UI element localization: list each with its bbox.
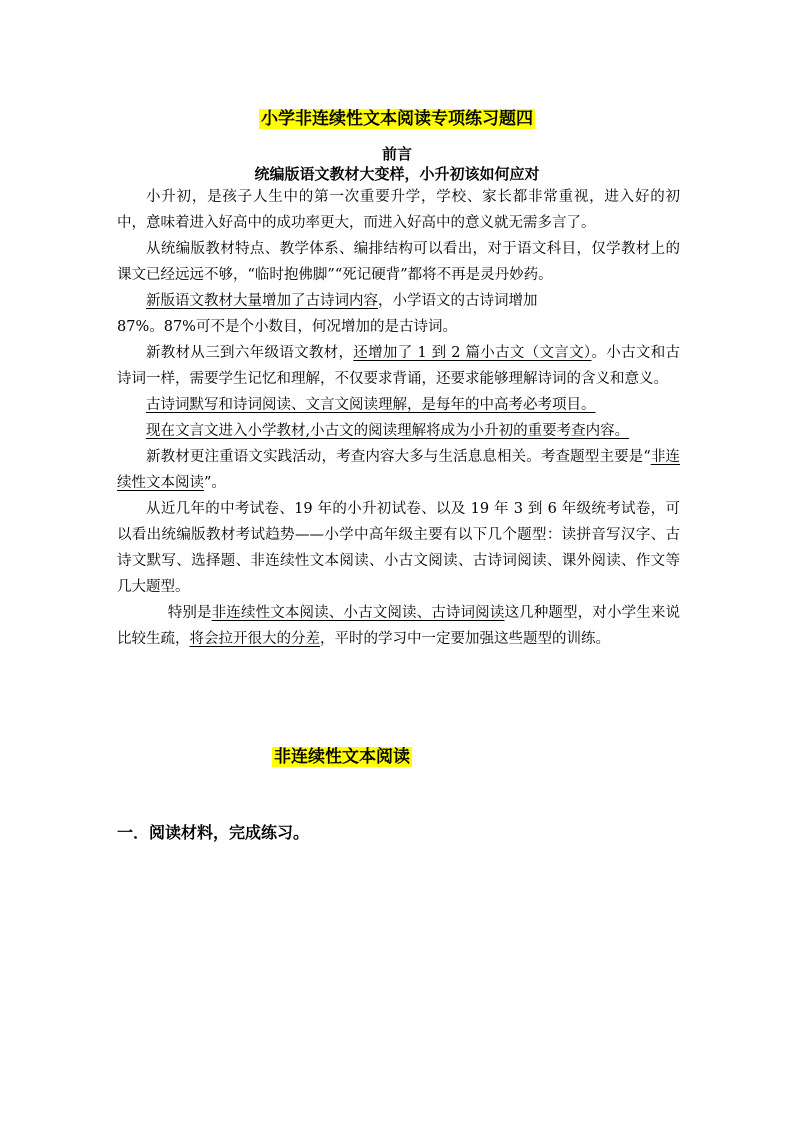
paragraph-3: 新版语文教材大量增加了古诗词内容，小学语文的古诗词增加 bbox=[146, 293, 538, 309]
preface-body bbox=[117, 184, 680, 652]
doc-title-text: 小学非连续性文本阅读专项练习题四 bbox=[261, 109, 533, 129]
preface-subtitle: 统编版语文教材大变样，小升初该如何应对 bbox=[254, 165, 540, 183]
paragraph-6 bbox=[117, 418, 680, 444]
doc-title bbox=[0, 104, 794, 129]
underlined-phrase: 新版语文教材大量增加了古诗词内容 bbox=[146, 293, 378, 309]
preface-heading: 前言 bbox=[381, 145, 412, 163]
paragraph-7: 新教材更注重语文实践活动，考查内容大多与生活息息相关。考查题型主要是“非连续性文本阅读”。 bbox=[117, 449, 680, 491]
section-heading-text: 非连续性文本阅读 bbox=[274, 747, 410, 767]
underlined-phrase: 非连续性文本阅读、小古文阅读、古诗词阅读 bbox=[211, 605, 505, 621]
paragraph-8: 从近几年的中考试卷、19 年的小升初试卷、以及 19 年 3 到 6 年级统考试卷，可以看出统编版教材考试趋势——小学中高年级主要有以下几个题型：读拼音写汉字、古诗文默写、选择题、非连续性文本阅读、小古文阅读、古诗词阅读、课外阅读、作文等几大题型。 bbox=[117, 501, 680, 595]
underlined-phrase: 非连续性文本阅读 bbox=[117, 449, 680, 491]
question-1-heading: 一．阅读材料，完成练习。 bbox=[117, 823, 310, 842]
paragraph-4: 新教材从三到六年级语文教材，还增加了 1 到 2 篇小古文（文言文）。小古文和古诗词一样，需要学生记忆和理解，不仅要求背诵，还要求能够理解诗词的含义和意义。 bbox=[117, 345, 681, 387]
paragraph-9: 特别是非连续性文本阅读、小古文阅读、古诗词阅读这几种题型，对小学生来说比较生疏，将会拉开很大的分差，平时的学习中一定要加强这些题型的训练。 bbox=[117, 605, 681, 647]
underlined-phrase: 现在文言文进入小学教材,小古文的阅读理解将成为小升初的重要考查内容。 bbox=[146, 423, 630, 439]
underlined-phrase: 将会拉开很大的分差 bbox=[189, 631, 320, 647]
section-heading bbox=[0, 742, 684, 767]
underlined-phrase: 还增加了 1 到 2 篇小古文（文言文） bbox=[353, 345, 592, 361]
paragraph-1: 小升初，是孩子人生中的第一次重要升学，学校、家长都非常重视，进入好的初中，意味着进入好高中的成功率更大，而进入好高中的意义就无需多言了。 bbox=[117, 189, 680, 231]
underlined-phrase: 古诗词默写和诗词阅读、文言文阅读理解，是每年的中高考必考项目。 bbox=[146, 397, 596, 413]
paragraph-3-cont: 87%。87%可不是个小数目，何况增加的是古诗词。 bbox=[117, 319, 457, 335]
paragraph-2: 从统编版教材特点、教学体系、编排结构可以看出，对于语文科目，仅学教材上的课文已经远远不够，“临时抱佛脚”“死记硬背”都将不再是灵丹妙药。 bbox=[117, 241, 680, 283]
paragraph-5 bbox=[117, 392, 680, 418]
